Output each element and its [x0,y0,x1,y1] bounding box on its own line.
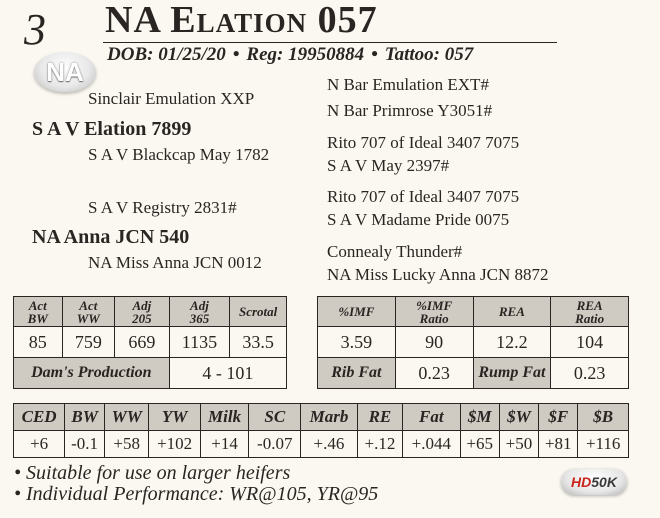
weight-value: 1135 [169,327,230,358]
note-item: • Individual Performance: WR@105, YR@95 [14,483,379,505]
pedigree-sire: S A V Elation 7899 [32,118,192,140]
carcass-table [317,296,629,389]
epd-value: +116 [578,431,629,458]
epd-header: RE [357,404,402,431]
tattoo: Tattoo: 057 [384,44,474,65]
epd-header: Marb [301,404,358,431]
rib-fat-label: Rib Fat [318,358,396,389]
weight-value: 669 [115,327,170,358]
epd-value: +.12 [357,431,402,458]
ranch-logo: NA [34,52,96,92]
pedigree-ancestor: NA Miss Lucky Anna JCN 8872 [327,265,549,284]
pedigree-ancestor: N Bar Primrose Y3051# [327,101,493,120]
epd-value: +14 [200,431,249,458]
weights-table [13,296,287,389]
epd-header: Fat [403,404,460,431]
weight-value: 759 [62,327,115,358]
carcass-value: 90 [395,327,473,358]
dams-production-value: 4 - 101 [169,358,286,389]
weight-header: Scrotal [230,297,287,327]
weight-header: Act BW [14,297,63,327]
bullet: • [232,44,240,65]
rib-fat-value: 0.23 [395,358,473,389]
notes [14,463,378,505]
epd-table [13,403,629,458]
carcass-value: 12.2 [473,327,551,358]
header-divider [103,42,557,43]
hd50k-badge: HD50K [561,469,627,495]
epd-value: +50 [499,431,538,458]
epd-value: -0.07 [249,431,301,458]
lot-number: 3 [24,5,46,54]
carcass-value: 3.59 [318,327,396,358]
weight-header: Act WW [62,297,115,327]
epd-header: $B [578,404,629,431]
epd-value: +65 [460,431,499,458]
carcass-header: %IMF [318,297,396,327]
epd-header: CED [14,404,65,431]
epd-header: $F [539,404,578,431]
epd-value: +102 [149,431,200,458]
id-line [107,44,473,66]
pedigree-ancestor: S A V May 2397# [327,156,450,175]
animal-name: NA Elation 057 [105,0,378,41]
weight-value: 33.5 [230,327,287,358]
epd-header: YW [149,404,200,431]
epd-header: SC [249,404,301,431]
pedigree-ancestor: N Bar Emulation EXT# [327,75,489,94]
epd-value: +.46 [301,431,358,458]
pedigree-dam: NA Anna JCN 540 [32,226,190,248]
registration: Reg: 19950884 [246,44,365,65]
epd-header: $M [460,404,499,431]
pedigree-sire-sire: Sinclair Emulation XXP [88,89,255,108]
pedigree-ancestor: Rito 707 of Ideal 3407 7075 [327,133,520,152]
weight-header: Adj 205 [115,297,170,327]
rump-fat-value: 0.23 [551,358,629,389]
epd-value: +81 [539,431,578,458]
bullet: • [371,44,378,65]
pedigree-dam-sire: S A V Registry 2831# [88,198,237,217]
epd-value: +58 [104,431,148,458]
epd-value: +6 [14,431,65,458]
epd-header: WW [104,404,148,431]
pedigree-ancestor: Rito 707 of Ideal 3407 7075 [327,187,520,206]
pedigree-ancestor: S A V Madame Pride 0075 [327,210,510,229]
epd-value: -0.1 [65,431,105,458]
dams-production-label: Dam's Production [14,358,170,389]
weight-value: 85 [14,327,63,358]
pedigree-sire-dam: S A V Blackcap May 1782 [88,145,270,164]
carcass-header: %IMF Ratio [395,297,473,327]
carcass-value: 104 [551,327,629,358]
note-item: • Suitable for use on larger heifers [14,462,291,484]
epd-header: $W [499,404,538,431]
carcass-header: REA Ratio [551,297,629,327]
epd-header: BW [65,404,105,431]
carcass-header: REA [473,297,551,327]
rump-fat-label: Rump Fat [473,358,551,389]
dob: DOB: 01/25/20 [107,44,226,65]
weight-header: Adj 365 [169,297,230,327]
pedigree-ancestor: Connealy Thunder# [327,242,463,261]
pedigree-dam-dam: NA Miss Anna JCN 0012 [88,253,262,272]
epd-header: Milk [200,404,249,431]
epd-value: +.044 [403,431,460,458]
